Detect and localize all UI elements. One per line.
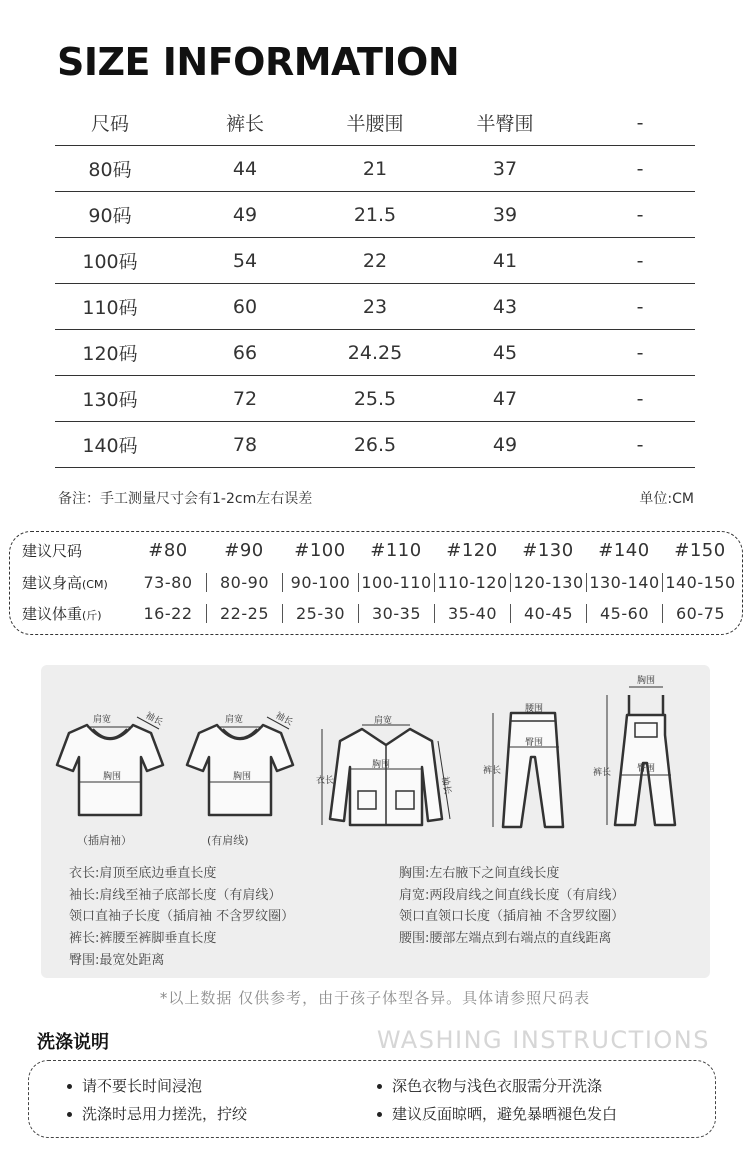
table-cell: 90码 — [88, 205, 132, 227]
measurement-definition: 腰围:腰部左端点到右端点的直线距离 — [399, 931, 612, 947]
recommended-weight-value: 40-45 — [510, 604, 586, 623]
table-cell: 23 — [362, 295, 388, 318]
set-in-tshirt-figure — [179, 707, 299, 837]
recommended-weight-value: 30-35 — [358, 604, 434, 623]
table-cell: 72 — [232, 387, 258, 410]
table-cell: - — [636, 203, 644, 226]
page-title: SIZE INFORMATION — [57, 40, 460, 84]
recommended-height-value: 130-140 — [586, 573, 662, 592]
table-cell: - — [636, 249, 644, 272]
recommended-size-value: #130 — [522, 540, 574, 561]
definitions-right — [399, 863, 624, 950]
recommended-weight-value: 25-30 — [282, 604, 358, 623]
recommended-height-row — [10, 572, 738, 593]
pants-figure — [479, 699, 579, 839]
overalls-figure — [591, 671, 701, 831]
recommended-size-value: #80 — [148, 540, 188, 561]
recommended-size-value: #120 — [446, 540, 498, 561]
recommended-height-value: 73-80 — [143, 573, 193, 592]
recommended-weight-value: 35-40 — [434, 604, 510, 623]
measurement-definition: 领口直袖子长度（插肩袖 不含罗纹圈） — [69, 909, 295, 925]
shoulder-label: 肩宽 — [93, 715, 112, 725]
raglan-caption: （插肩袖） — [77, 834, 132, 847]
header-cell: - — [636, 111, 644, 134]
table-cell: 21 — [362, 157, 388, 180]
recommended-height-value: 140-150 — [662, 573, 738, 592]
chest-label: 胸围 — [372, 760, 391, 770]
recommended-size-box — [9, 531, 743, 635]
measurement-definition: 胸围:左右腋下之间直线长度 — [399, 866, 560, 881]
measurement-definition: 裤长:裤腰至裤脚垂直长度 — [69, 931, 217, 947]
size-table — [55, 100, 695, 468]
washing-box — [28, 1060, 716, 1138]
shoulder-label: 肩宽 — [225, 715, 244, 725]
washing-item: 建议反面晾晒，避免暴晒褪色发白 — [377, 1103, 617, 1124]
recommended-size-label: 建议尺码 — [22, 542, 83, 560]
length-label: 衣长 — [316, 776, 335, 786]
table-cell: 39 — [492, 203, 518, 226]
table-cell: 21.5 — [353, 203, 397, 226]
table-cell: 49 — [232, 203, 258, 226]
recommended-height-value: 80-90 — [206, 573, 282, 592]
measurement-definition: 臀围:最宽处距离 — [69, 952, 165, 968]
recommended-weight-label: 建议体重(斤) — [22, 605, 102, 623]
table-cell: - — [636, 433, 644, 456]
measurement-definition: 袖长:肩线至袖子底部长度（有肩线） — [69, 887, 282, 903]
table-cell: 140码 — [82, 435, 138, 457]
table-cell: 60 — [232, 295, 258, 318]
recommended-weight-value: 45-60 — [586, 604, 662, 623]
table-row — [55, 146, 695, 192]
recommended-height-value: 110-120 — [434, 573, 510, 592]
bullet-icon — [67, 1084, 72, 1089]
header-cell: 尺码 — [90, 113, 129, 135]
washing-item: 洗涤时忌用力搓洗，拧绞 — [67, 1103, 247, 1124]
sleeve-label: 袖长 — [273, 710, 295, 729]
unit-label: 单位:CM — [639, 491, 694, 507]
jacket-figure — [316, 715, 456, 835]
measurement-definition: 肩宽:两段肩线之间直线长度（有肩线） — [399, 887, 625, 903]
recommended-size-value: #90 — [224, 540, 264, 561]
table-row — [55, 330, 695, 376]
bullet-icon — [67, 1112, 72, 1117]
size-table-header — [55, 100, 695, 146]
recommended-size-value: #100 — [294, 540, 346, 561]
table-cell: 47 — [492, 387, 518, 410]
waist-label: 腰围 — [525, 704, 544, 714]
table-cell: 24.25 — [347, 341, 403, 364]
table-cell: 54 — [232, 249, 258, 272]
recommended-weight-row — [10, 603, 738, 624]
recommended-size-value: #110 — [370, 540, 422, 561]
chest-label: 胸围 — [233, 772, 252, 782]
bullet-icon — [377, 1112, 382, 1117]
recommended-height-value: 100-110 — [358, 573, 434, 592]
recommended-size-row — [10, 540, 738, 561]
table-cell: - — [636, 295, 644, 318]
header-cell: 半臀围 — [476, 113, 534, 135]
pants-length-label: 裤长 — [593, 768, 612, 778]
header-cell: 半腰围 — [346, 113, 404, 135]
table-cell: - — [636, 341, 644, 364]
measurement-definition: 衣长:肩顶至底边垂直长度 — [69, 866, 217, 881]
recommended-size-value: #140 — [598, 540, 650, 561]
table-cell: - — [636, 387, 644, 410]
recommended-weight-value: 16-22 — [143, 604, 193, 623]
chest-label: 胸围 — [637, 676, 656, 686]
table-row — [55, 192, 695, 238]
table-cell: 78 — [232, 433, 258, 456]
table-cell: 43 — [492, 295, 518, 318]
sleeve-label: 袖长 — [143, 710, 165, 729]
definitions-left — [69, 863, 294, 971]
table-row — [55, 376, 695, 422]
header-cell: 裤长 — [225, 113, 264, 135]
hip-label: 臀围 — [637, 764, 656, 774]
table-cell: 120码 — [82, 343, 138, 365]
table-row — [55, 422, 695, 468]
table-cell: 130码 — [82, 389, 138, 411]
disclaimer: *以上数据 仅供参考，由于孩子体型各异。具体请参照尺码表 — [159, 989, 591, 1007]
table-cell: 25.5 — [353, 387, 397, 410]
measurement-guide-panel — [41, 665, 710, 978]
washing-title: 洗涤说明 — [37, 1032, 109, 1053]
washing-item: 深色衣物与浅色衣服需分开洗涤 — [377, 1075, 602, 1096]
table-cell: 66 — [232, 341, 258, 364]
table-row — [55, 284, 695, 330]
measurement-definition: 领口直领口长度（插肩袖 不含罗纹圈） — [399, 909, 625, 925]
table-cell: 37 — [492, 157, 518, 180]
recommended-height-label: 建议身高(CM) — [22, 574, 108, 592]
table-cell: 44 — [232, 157, 258, 180]
chest-label: 胸围 — [103, 772, 122, 782]
table-row — [55, 238, 695, 284]
set-in-caption: (有肩线) — [207, 834, 249, 847]
recommended-height-value: 120-130 — [510, 573, 586, 592]
table-cell: 45 — [492, 341, 518, 364]
recommended-weight-value: 60-75 — [662, 604, 738, 623]
measurement-note: 备注：手工测量尺寸会有1-2cm左右误差 — [58, 491, 313, 507]
shoulder-label: 肩宽 — [374, 716, 393, 726]
washing-item: 请不要长时间浸泡 — [67, 1075, 202, 1096]
table-cell: 26.5 — [353, 433, 397, 456]
table-cell: 41 — [492, 249, 518, 272]
washing-title-en: WASHING INSTRUCTIONS — [376, 1026, 710, 1054]
pants-length-label: 裤长 — [483, 766, 502, 776]
hip-label: 臀围 — [525, 738, 544, 748]
table-cell: 110码 — [82, 297, 138, 319]
table-cell: 49 — [492, 433, 518, 456]
raglan-tshirt-figure — [49, 707, 169, 837]
table-cell: 100码 — [82, 251, 138, 273]
table-cell: 22 — [362, 249, 388, 272]
recommended-weight-value: 22-25 — [206, 604, 282, 623]
table-cell: - — [636, 157, 644, 180]
table-cell: 80码 — [88, 159, 132, 181]
bullet-icon — [377, 1084, 382, 1089]
recommended-height-value: 90-100 — [282, 573, 358, 592]
recommended-size-value: #150 — [674, 540, 726, 561]
sleeve-label: 袖长 — [439, 775, 453, 796]
